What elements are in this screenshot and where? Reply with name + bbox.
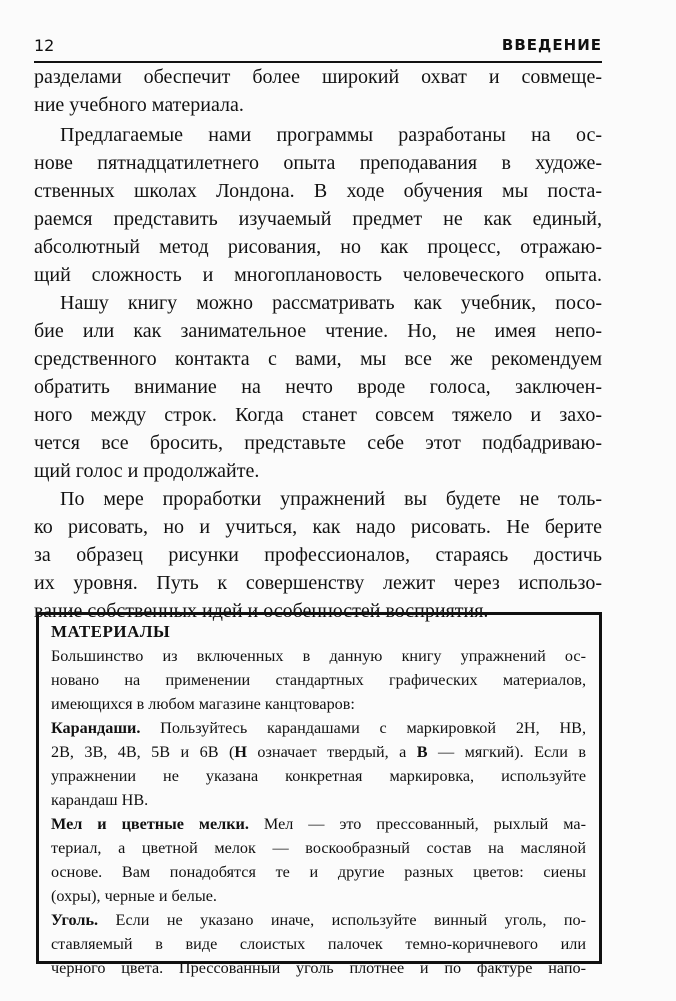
body-line: абсолютный метод рисования, но как процесс, отражаю-: [34, 236, 602, 258]
running-header: [34, 32, 602, 62]
body-line: нове пятнадцатилетнего опыта преподавания в художе-: [34, 152, 602, 174]
materials-title: МАТЕРИАЛЫ: [51, 622, 171, 641]
pencils-term: Карандаши.: [51, 719, 141, 737]
body-line: чется все бросить, представьте себе этот подбадриваю-: [34, 432, 602, 454]
charcoal-line: черного цвета. Прессованный уголь плотнее и по фактуре напо-: [51, 959, 586, 977]
chalk-line: териал, а цветной мелок — воскообразный состав на масляной: [51, 839, 586, 857]
charcoal-line: ставляемый в виде слоистых палочек темно-коричневого или: [51, 935, 586, 953]
body-line: По мере проработки упражнений вы будете не толь-: [60, 488, 602, 510]
chalk-term: Мел и цветные мелки.: [51, 815, 249, 833]
pencils-line: карандаш НВ.: [51, 791, 149, 809]
chalk-line: (охры), черные и белые.: [51, 887, 217, 905]
body-line: ко рисовать, но и учиться, как надо рисовать. Не берите: [34, 516, 602, 538]
chalk-line: основе. Вам понадобятся те и другие разных цветов: сиены: [51, 863, 586, 881]
body-line: бие или как занимательное чтение. Но, не имея непо-: [34, 320, 602, 342]
body-line: средственного контакта с вами, мы все же рекомендуем: [34, 348, 602, 370]
box-line: имеющихся в любом магазине канцтоваров:: [51, 695, 355, 713]
body-line: ние учебного материала.: [34, 94, 244, 116]
box-line: Большинство из включенных в данную книгу упражнений ос-: [51, 647, 586, 665]
pencils-line: 2В, 3В, 4В, 5В и 6В (Н означает твердый, а В — мягкий). Если в: [51, 743, 586, 761]
body-line: разделами обеспечит более широкий охват и совмеще-: [34, 66, 602, 88]
body-line: их уровня. Путь к совершенству лежит через использо-: [34, 572, 602, 594]
body-line: ственных школах Лондона. В ходе обучения мы поста-: [34, 180, 602, 202]
body-line: щий голос и продолжайте.: [34, 460, 260, 482]
pencils-line: Карандаши. Пользуйтесь карандашами с маркировкой 2Н, НВ,: [51, 719, 586, 737]
body-line: Предлагаемые нами программы разработаны на ос-: [60, 124, 602, 146]
charcoal-term: Уголь.: [51, 911, 99, 929]
pencils-line: упражнении не указана конкретная маркировка, используйте: [51, 767, 586, 785]
chalk-line: Мел и цветные мелки. Мел — это прессованный, рыхлый ма-: [51, 815, 586, 833]
body-line: щий сложность и многоплановость человеческого опыта.: [34, 264, 602, 286]
body-line: вание собственных идей и особенностей восприятия.: [34, 600, 489, 622]
body-line: ного между строк. Когда станет совсем тяжело и захо-: [34, 404, 602, 426]
page-number: 12: [34, 36, 55, 55]
box-line: новано на применении стандартных графических материалов,: [51, 671, 586, 689]
section-title: ВВЕДЕНИЕ: [501, 36, 602, 54]
body-line: Нашу книгу можно рассматривать как учебник, посо-: [60, 292, 602, 314]
body-line: раемся представить изучаемый предмет не как единый,: [34, 208, 602, 230]
charcoal-line: Уголь. Если не указано иначе, используйте винный уголь, по-: [51, 911, 586, 929]
body-line: обратить внимание на нечто вроде голоса, заключен-: [34, 376, 602, 398]
body-line: за образец рисунки профессионалов, стараясь достичь: [34, 544, 602, 566]
